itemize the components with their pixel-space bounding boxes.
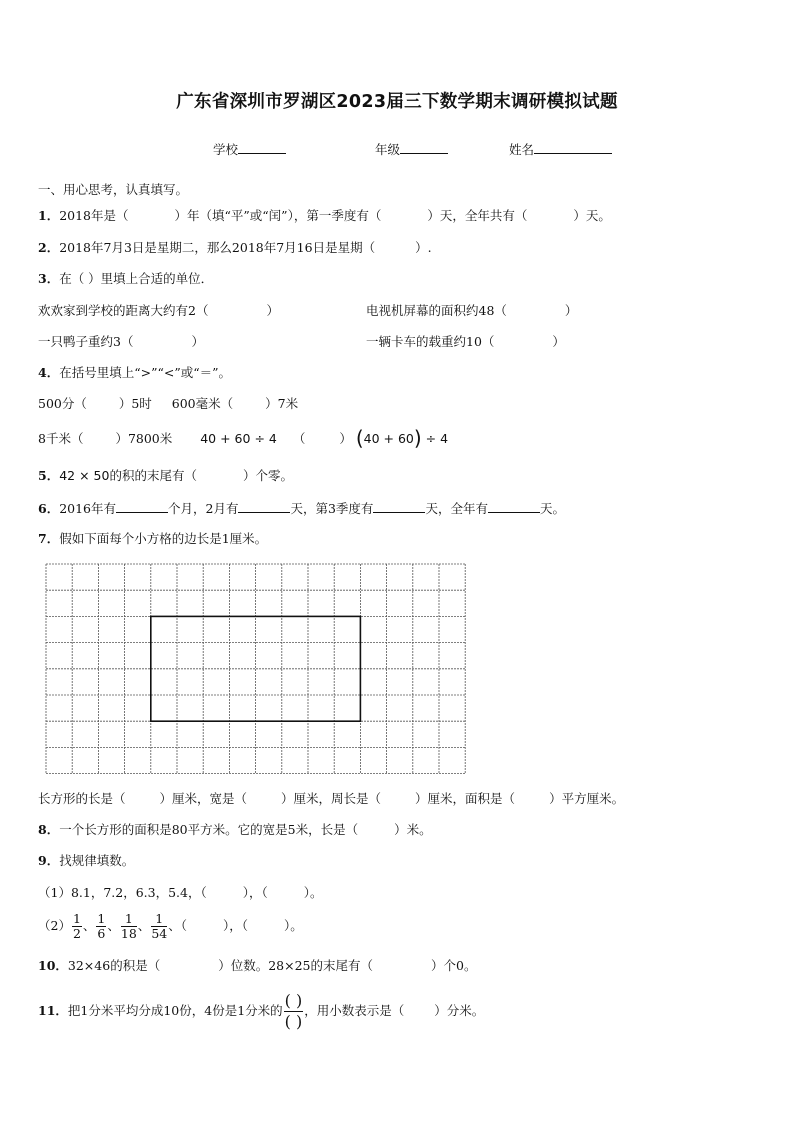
fraction-denominator: 6: [97, 926, 106, 941]
q1-text-d: ）天。: [573, 208, 611, 223]
q4-text: 在括号里填上“>”“<”或“＝”。: [59, 365, 231, 380]
q1-number: 1．: [38, 208, 60, 223]
q9-text: 找规律填数。: [59, 853, 135, 868]
fraction-denominator: 54: [151, 926, 168, 941]
q8-text-a: 一个长方形的面积是80平方米。它的宽是5米，长是（: [59, 822, 359, 837]
grade-blank[interactable]: [400, 141, 448, 154]
question-10: [38, 958, 476, 974]
name-field[interactable]: [509, 141, 612, 158]
separator: 、: [82, 918, 96, 933]
q7-answer-line: [38, 791, 624, 807]
q4-row-1: [38, 396, 298, 412]
q3-item-d: [366, 334, 565, 350]
q6-text-e: 天。: [539, 501, 565, 516]
q7-ans-c: ）厘米，周长是（: [281, 791, 382, 806]
q9-p2-open: （: [180, 918, 187, 933]
question-1: [38, 208, 611, 224]
q10-number: 10．: [38, 958, 68, 973]
q6-blank-1[interactable]: [116, 500, 168, 513]
q7-ans-d: ）厘米，面积是（: [415, 791, 516, 806]
q9-p1-end: ）。: [303, 885, 323, 900]
grade-field[interactable]: [375, 141, 448, 158]
q6-text-d: 天，全年有: [425, 501, 488, 516]
q9-part-1: [38, 885, 323, 901]
q7-ans-e: ）平方厘米。: [549, 791, 625, 806]
question-8: [38, 822, 432, 838]
q9-p2-end: ）。: [284, 918, 303, 933]
question-11: [38, 988, 484, 1034]
section-heading: 一、用心思考，认真填写。: [38, 182, 189, 197]
q6-blank-2[interactable]: [238, 500, 290, 513]
q11-text-b: ，用小数表示是（: [304, 1003, 405, 1018]
grade-label: 年级: [375, 142, 401, 157]
fraction-numerator-blank[interactable]: ( ): [284, 991, 303, 1010]
question-4: [38, 365, 231, 381]
q5-expr: 42 × 50: [59, 468, 110, 483]
q7-text: 假如下面每个小方格的边长是1厘米。: [59, 531, 268, 546]
question-2: [38, 240, 432, 256]
q5-text-a: 的积的末尾有（: [109, 468, 197, 483]
q10-text-c: ）个0。: [431, 958, 477, 973]
q2-text-b: ）.: [415, 240, 432, 255]
q3-b-text: 电视机屏幕的面积约48（: [366, 303, 507, 318]
q4-b-left: 600毫米（: [171, 396, 234, 411]
q4-e-expr: [355, 426, 449, 450]
q11-text-c: ）分米。: [434, 1003, 485, 1018]
question-9: [38, 853, 134, 869]
q4-a-right: ）5时: [118, 396, 152, 411]
q6-blank-3[interactable]: [373, 500, 425, 513]
q6-blank-4[interactable]: [488, 500, 540, 513]
q9-part-2: [38, 908, 303, 944]
fraction-numerator: 1: [121, 912, 137, 927]
name-label: 姓名: [509, 142, 535, 157]
q1-text-c: ）天，全年共有（: [427, 208, 528, 223]
school-field[interactable]: [213, 141, 286, 158]
q3-text: 在（ ）里填上合适的单位．: [59, 271, 214, 286]
q4-d-close: ）: [339, 431, 352, 446]
q6-text-a: 2016年有: [59, 501, 117, 516]
fraction-denominator: 2: [72, 926, 81, 941]
name-blank[interactable]: [534, 141, 612, 154]
q10-text-a: 32×46的积是（: [67, 958, 161, 973]
q4-e-rparen: ): [413, 426, 422, 450]
q11-text-a: 把1分米平均分成10份，4份是1分米的: [67, 1003, 283, 1018]
q6-number: 6．: [38, 501, 60, 516]
fraction-1-54: [151, 912, 167, 941]
q3-item-a: [38, 303, 279, 319]
q3-item-b: [366, 303, 577, 319]
q1-text-b: ）年（填“平”或“闰”），第一季度有（: [174, 208, 382, 223]
q3-a-close: ）: [266, 303, 279, 318]
page-title: 广东省深圳市罗湖区2023届三下数学期末调研模拟试题: [176, 92, 618, 112]
q9-p2-label: （2）: [38, 918, 71, 933]
q3-number: 3．: [38, 271, 60, 286]
q7-number: 7．: [38, 531, 60, 546]
q5-text-b: ）个零。: [242, 468, 293, 483]
q4-row-2: [38, 426, 449, 450]
q6-text-c: 天，第3季度有: [290, 501, 374, 516]
fraction-1-6: [96, 912, 106, 941]
school-blank[interactable]: [238, 141, 286, 154]
q2-number: 2．: [38, 240, 60, 255]
grid-figure: [44, 562, 468, 774]
q2-text-a: 2018年7月3日是星期二，那么2018年7月16日是星期（: [59, 240, 376, 255]
q4-number: 4．: [38, 365, 60, 380]
q9-p1-label: （1）: [38, 885, 71, 900]
separator: 、: [137, 918, 151, 933]
q4-c-left: 8千米（: [38, 431, 84, 446]
q8-text-b: ）米。: [394, 822, 432, 837]
separator: 、: [107, 918, 120, 933]
q4-d-open: （: [292, 431, 306, 446]
question-6: [38, 500, 565, 517]
q3-c-text: 一只鸭子重约3（: [38, 334, 134, 349]
q4-e-tail: ÷ 4: [421, 431, 449, 446]
q3-c-close: ）: [191, 334, 204, 349]
q7-ans-b: ）厘米，宽是（: [159, 791, 248, 806]
separator: 、: [168, 918, 181, 933]
q4-d-expr: 40 + 60 ÷ 4: [200, 431, 277, 446]
q5-number: 5．: [38, 468, 60, 483]
q10-text-b: ）位数。28×25的末尾有（: [218, 958, 373, 973]
question-3: [38, 271, 213, 287]
q9-p1-sequence: 8.1，7.2，6.3，5.4，（: [70, 885, 207, 900]
q9-p1-mid: ），（: [242, 885, 268, 900]
q9-p2-mid: ），（: [223, 918, 249, 933]
q4-b-right: ）7米: [265, 396, 299, 411]
fraction-numerator: 1: [72, 911, 81, 926]
question-7: [38, 531, 267, 547]
q3-b-close: ）: [564, 303, 578, 318]
fraction-1-2: [72, 912, 82, 941]
q11-number: 11．: [38, 1003, 68, 1018]
question-5: [38, 468, 293, 484]
q1-text-a: 2018年是（: [59, 208, 129, 223]
fraction-numerator: 1: [151, 912, 167, 927]
q8-number: 8．: [38, 822, 60, 837]
q11-fraction-blank[interactable]: [284, 991, 304, 1032]
q4-e-inner: 40 + 60: [363, 431, 414, 446]
q6-text-b: 个月，2月有: [168, 501, 239, 516]
fraction-denominator-blank[interactable]: ( ): [284, 1012, 303, 1031]
q3-d-close: ）: [552, 334, 565, 349]
school-label: 学校: [213, 142, 239, 157]
q4-a-left: 500分（: [38, 396, 87, 411]
fraction-numerator: 1: [97, 911, 106, 926]
q4-c-right: ）7800米: [115, 431, 173, 446]
q9-number: 9．: [38, 853, 60, 868]
q7-ans-a: 长方形的长是（: [38, 791, 126, 806]
q3-item-c: [38, 334, 204, 350]
q3-d-text: 一辆卡车的载重约10（: [366, 334, 495, 349]
fraction-1-18: [121, 912, 137, 941]
q4-e-lparen: (: [355, 426, 364, 450]
q3-a-text: 欢欢家到学校的距离大约有2（: [38, 303, 209, 318]
fraction-denominator: 18: [120, 926, 137, 941]
